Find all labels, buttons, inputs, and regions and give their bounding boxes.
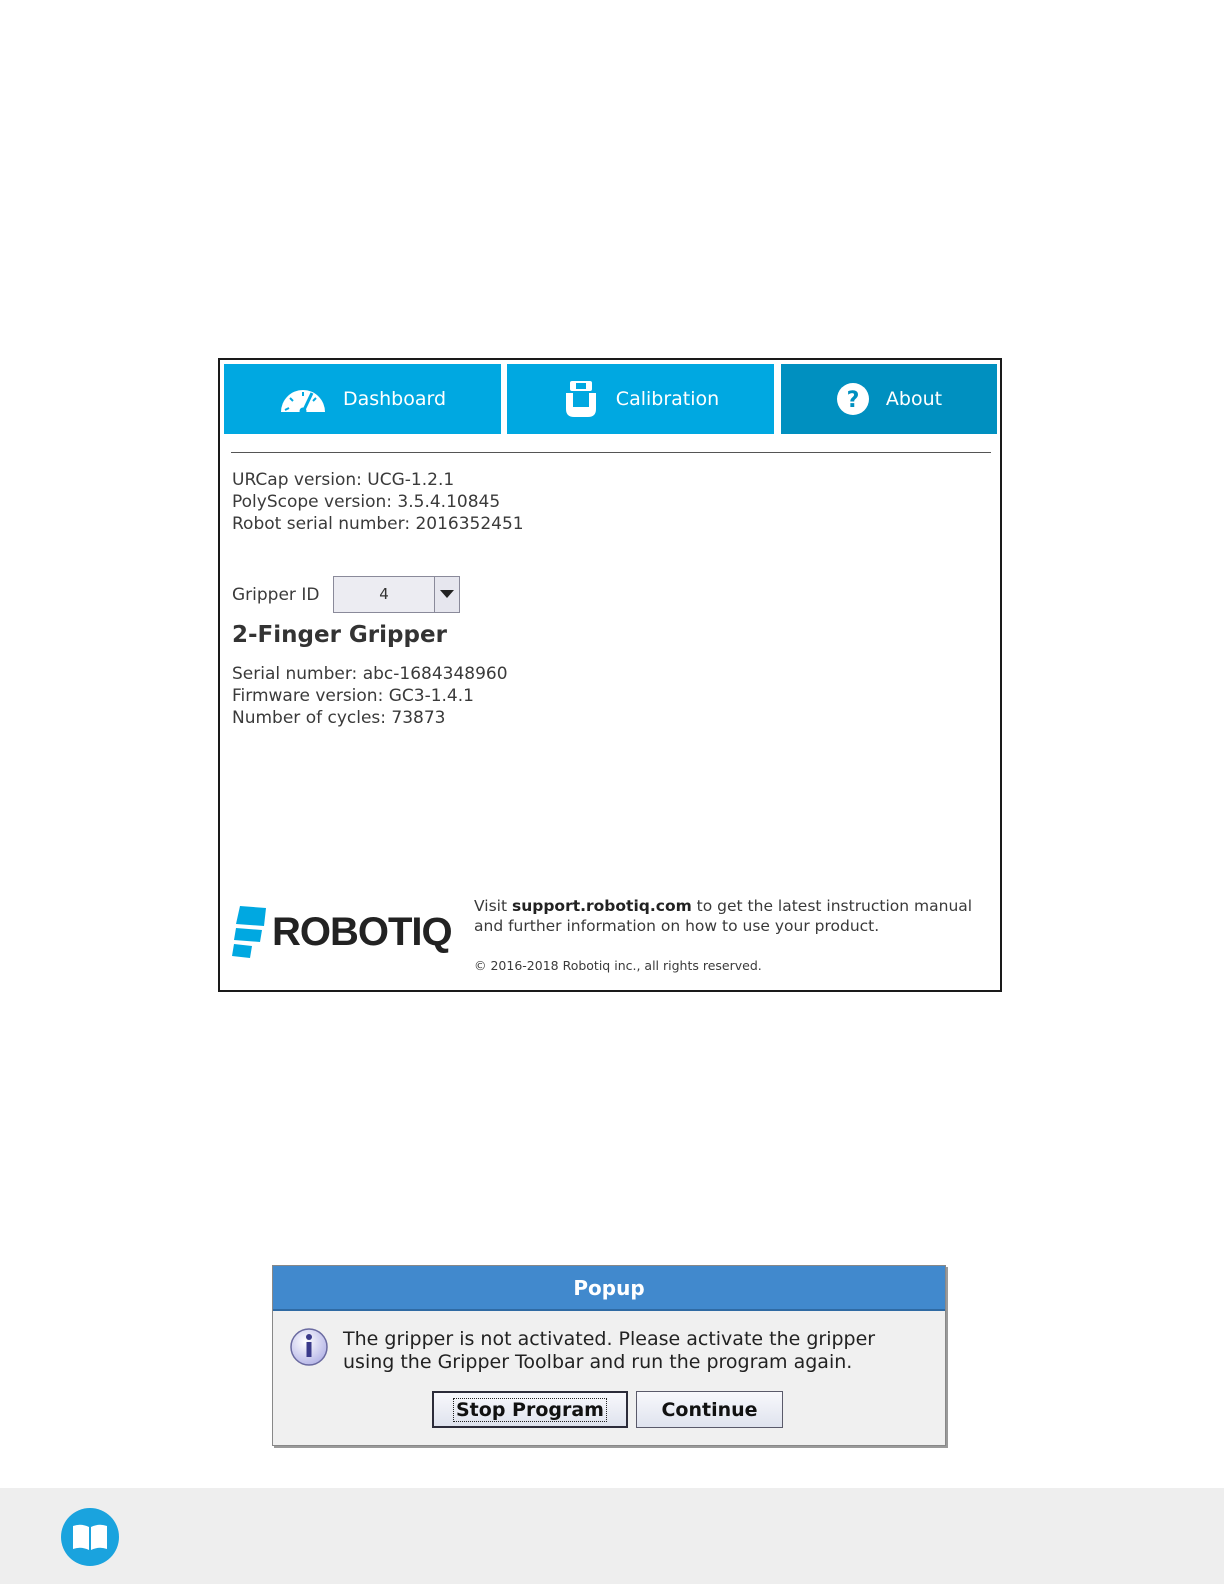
copyright: © 2016-2018 Robotiq inc., all rights reserved.: [474, 958, 762, 973]
gripper-id-row: [232, 576, 532, 616]
version-info: [232, 469, 524, 535]
tab-about-label: About: [885, 388, 943, 410]
tab-bar: [224, 364, 996, 434]
firmware-version: Firmware version: GC3-1.4.1: [232, 686, 474, 706]
stop-program-label: Stop Program: [453, 1398, 607, 1422]
popup-dialog: [272, 1265, 946, 1446]
number-of-cycles: Number of cycles: 73873: [232, 708, 446, 728]
urcap-panel: [218, 358, 1002, 992]
tab-calibration-label: Calibration: [615, 388, 720, 410]
page-footer: [0, 1488, 1224, 1584]
popup-message: The gripper is not activated. Please activate the gripper using the Gripper Toolbar and run the program again.: [343, 1328, 876, 1373]
info-icon: [289, 1327, 329, 1367]
svg-text:?: ?: [846, 388, 860, 413]
robotiq-logo: [232, 906, 452, 962]
question-icon: [836, 382, 870, 416]
tab-calibration[interactable]: [507, 364, 774, 434]
gripper-icon: [562, 379, 600, 419]
visit-suffix: to get the latest instruction manual and further information on how to use your product.: [474, 897, 973, 935]
gripper-id-value: 4: [379, 585, 389, 603]
gripper-title: 2-Finger Gripper: [232, 622, 447, 648]
continue-button[interactable]: Continue: [636, 1391, 783, 1428]
tab-dashboard[interactable]: [224, 364, 501, 434]
book-icon: [61, 1508, 119, 1566]
divider: [231, 452, 991, 453]
visit-prefix: Visit: [474, 897, 512, 915]
polyscope-version: PolyScope version: 3.5.4.10845: [232, 492, 501, 512]
speedometer-icon: [279, 384, 327, 414]
chevron-down-icon[interactable]: [434, 577, 459, 612]
gripper-id-label: Gripper ID: [232, 585, 320, 605]
support-link[interactable]: support.robotiq.com: [511, 897, 692, 915]
gripper-info: [232, 663, 508, 729]
popup-title: Popup: [273, 1266, 945, 1311]
urcap-version: URCap version: UCG-1.2.1: [232, 470, 455, 490]
robot-serial-number: Robot serial number: 2016352451: [232, 514, 524, 534]
tab-about[interactable]: [781, 364, 997, 434]
robotiq-logo-text: ROBOTIQ: [272, 910, 452, 954]
stop-program-button[interactable]: [432, 1391, 628, 1428]
gripper-serial-number: Serial number: abc-1684348960: [232, 664, 508, 684]
tab-dashboard-label: Dashboard: [342, 388, 447, 410]
support-message: [474, 896, 974, 936]
gripper-id-select[interactable]: [333, 576, 460, 613]
robotiq-logo-icon: [232, 906, 270, 958]
